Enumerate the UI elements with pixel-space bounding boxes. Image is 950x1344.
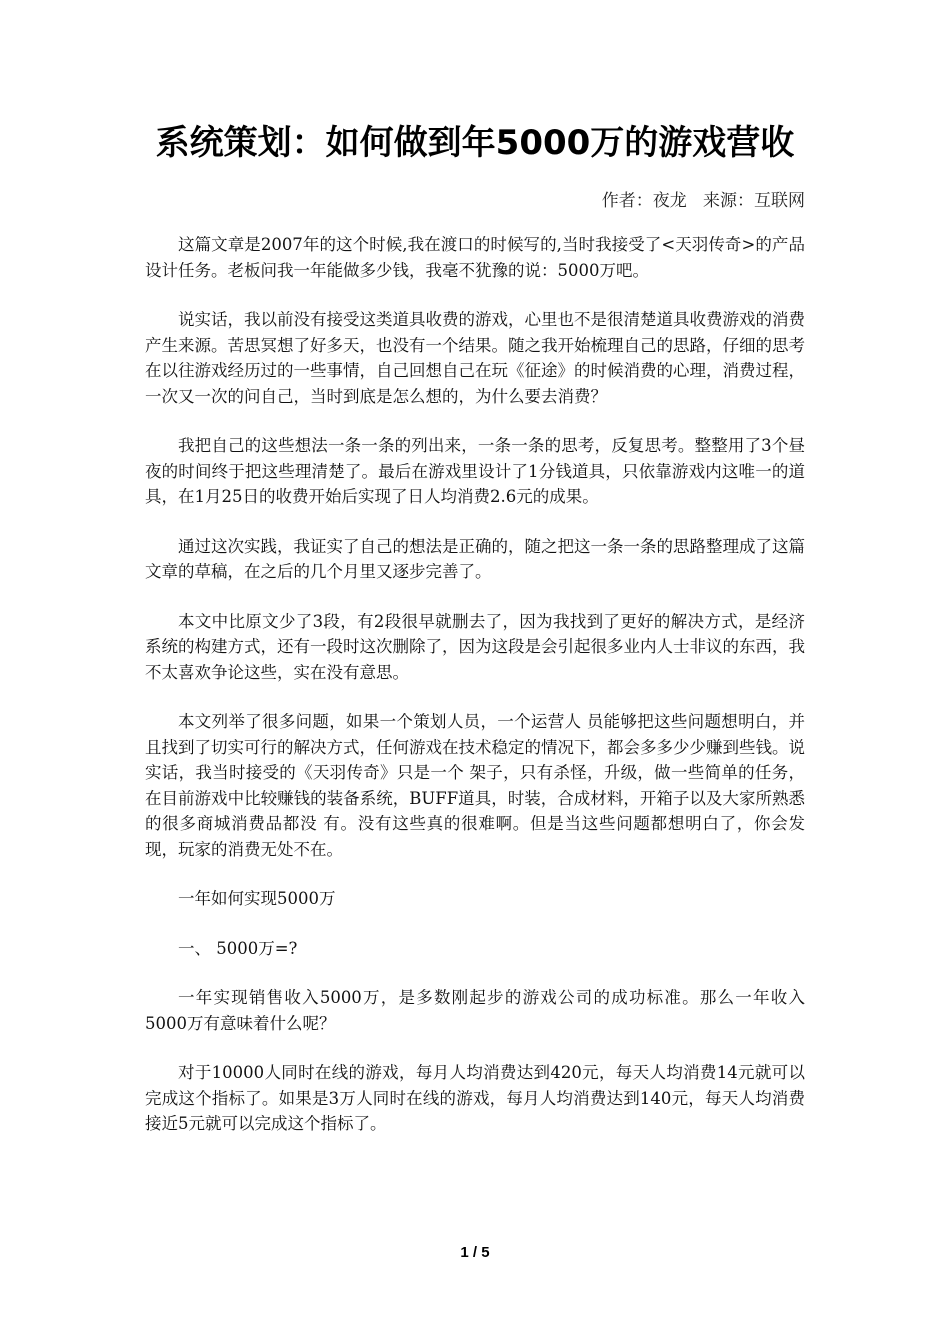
paragraph: 这篇文章是2007年的这个时候,我在渡口的时候写的,当时我接受了<天羽传奇>的产品设计任务。老板问我一年能做多少钱，我毫不犹豫的说：5000万吧。 [145, 235, 805, 280]
subsection-heading: 一、 5000万=? [178, 938, 298, 958]
article-body [145, 232, 805, 1161]
paragraph: 对于10000人同时在线的游戏，每月人均消费达到420元，每天人均消费14元就可以完成这个指标了。如果是3万人同时在线的游戏，每月人均消费达到140元，每天人均消费接近5元就可以完成这个指标了。 [145, 1063, 805, 1133]
paragraph: 说实话，我以前没有接受这类道具收费的游戏，心里也不是很清楚道具收费游戏的消费产生来源。苦思冥想了好多天，也没有一个结果。随之我开始梳理自己的思路，仔细的思考在以往游戏经历过的一些事情，自己回想自己在玩《征途》的时候消费的心理，消费过程，一次又一次的问自己，当时到底是怎么想的，为什么要去消费？ [145, 310, 805, 406]
paragraph: 本文列举了很多问题，如果一个策划人员，一个运营人 员能够把这些问题想明白，并且找到了切实可行的解决方式，任何游戏在技术稳定的情况下，都会多多少少赚到些钱。说实话，我当时接受的《天羽传奇》只是一个 架子，只有杀怪，升级，做一些简单的任务，在目前游戏中比较赚钱的装备系统，BUFF道具，时装，合成材料，开箱子以及大家所熟悉的很多商城消费品都没 有。没有这些真的很难啊。但是当这些问题都想明白了，你会发现，玩家的消费无处不在。 [145, 712, 805, 859]
page-title: 系统策划：如何做到年5000万的游戏营收 [155, 123, 795, 163]
byline: 作者：夜龙 来源：互联网 [601, 191, 805, 211]
page-number: 1 / 5 [460, 1244, 490, 1261]
section-heading: 一年如何实现5000万 [178, 889, 336, 908]
paragraph: 我把自己的这些想法一条一条的列出来，一条一条的思考，反复思考。整整用了3个昼夜的时间终于把这些理清楚了。最后在游戏里设计了1分钱道具，只依靠游戏内这唯一的道具，在1月25日的收费开始后实现了日人均消费2.6元的成果。 [145, 436, 805, 506]
paragraph: 一年实现销售收入5000万，是多数刚起步的游戏公司的成功标准。那么一年收入5000万有意味着什么呢？ [145, 988, 805, 1033]
paragraph: 通过这次实践，我证实了自己的想法是正确的，随之把这一条一条的思路整理成了这篇文章的草稿，在之后的几个月里又逐步完善了。 [145, 536, 805, 581]
paragraph: 本文中比原文少了3段，有2段很早就删去了，因为我找到了更好的解决方式，是经济系统的构建方式，还有一段时这次删除了，因为这段是会引起很多业内人士非议的东西，我不太喜欢争论这些，实在没有意思。 [145, 611, 805, 682]
